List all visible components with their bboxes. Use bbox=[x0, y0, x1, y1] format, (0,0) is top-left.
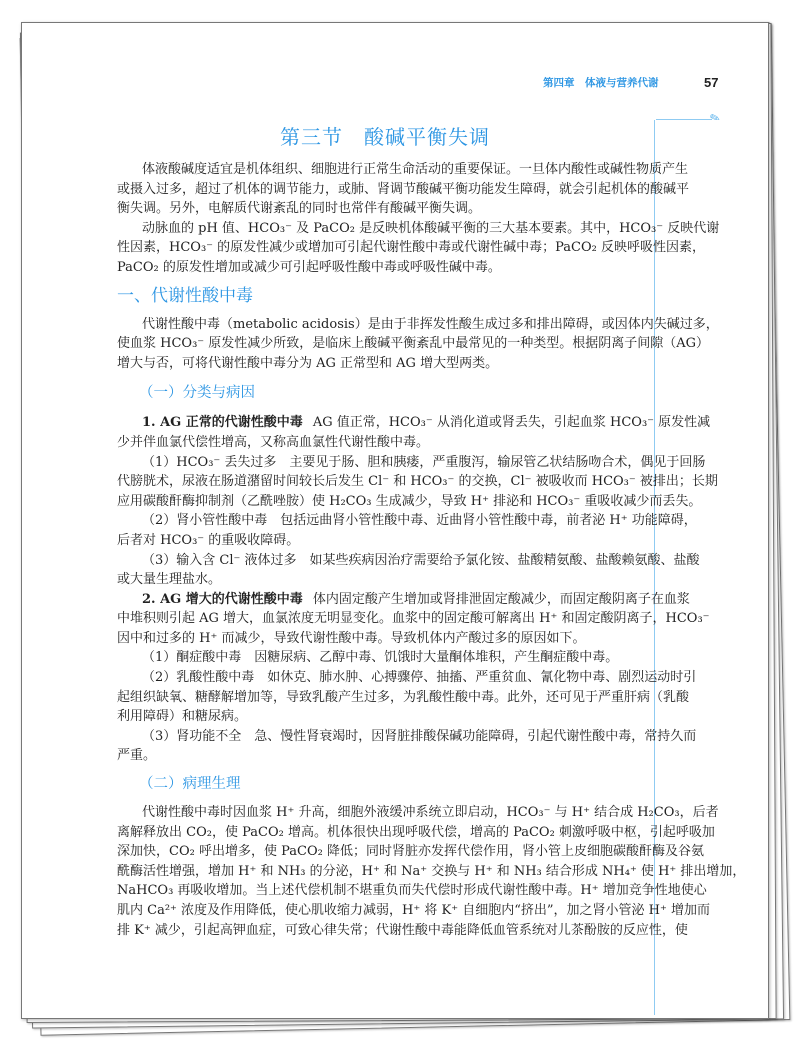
text-line: 代谢性酸中毒时因血浆 H⁺ 升高，细胞外液缓冲系统立即启动，HCO₃⁻ 与 H⁺ 结合成 H₂CO₃，后者 bbox=[142, 805, 719, 821]
text-line: 代膀胱术，尿液在肠道潴留时间较长后发生 Cl⁻ 和 HCO₃⁻ 的交换，Cl⁻ 被吸收而 HCO₃⁻ 被排出；长期 bbox=[117, 474, 718, 490]
text-line: 体液酸碱度适宜是机体组织、细胞进行正常生命活动的重要保证。一旦体内酸性或碱性物质产生 bbox=[142, 162, 689, 177]
text-line: NaHCO₃ 再吸收增加。当上述代偿机制不堪重负而失代偿时形成代谢性酸中毒。H⁺ 增加竞争性地使心 bbox=[117, 883, 707, 899]
paragraph-lead: 2. AG 增大的代谢性酸中毒 bbox=[142, 591, 303, 607]
text-line: 离解释放出 CO₂，使 PaCO₂ 增高。机体很快出现呼吸代偿，增高的 PaCO₂ 刺激呼吸中枢，引起呼吸加 bbox=[117, 824, 715, 840]
text-line: 或大量生理盐水。 bbox=[117, 572, 222, 588]
running-header-chapter: 第四章 体液与营养代谢 bbox=[543, 77, 659, 89]
text-line bbox=[117, 590, 690, 610]
text-line: （2）乳酸性酸中毒 如休克、肺水肿、心搏骤停、抽搐、严重贫血、氰化物中毒、剧烈运动时引 bbox=[142, 670, 697, 686]
paragraph bbox=[117, 727, 697, 766]
text-line: 或摄入过多，超过了机体的调节能力，或肺、肾调节酸碱平衡功能发生障碍，就会引起机体的酸碱平 bbox=[117, 181, 690, 197]
paragraph bbox=[117, 219, 720, 278]
text-line: 因中和过多的 H⁺ 而减少，导致代谢性酸中毒。导致机体内产酸过多的原因如下。 bbox=[117, 630, 586, 646]
paragraph bbox=[117, 453, 718, 512]
margin-note-rail-top bbox=[656, 119, 712, 120]
text-line: 中堆积则引起 AG 增大，血氯浓度无明显变化。血浆中的固定酸可解离出 H⁺ 和固定酸阴离子，HCO₃⁻ bbox=[117, 611, 710, 627]
text-line: 深加快，CO₂ 呼出增多，使 PaCO₂ 降低；同时肾脏亦发挥代偿作用，肾小管上皮细胞碳酸酐酶及谷氨 bbox=[117, 844, 704, 860]
text-line: 严重。 bbox=[117, 748, 157, 764]
text-line: 动脉血的 pH 值、HCO₃⁻ 及 PaCO₂ 是反映机体酸碱平衡的三大基本要素。其中，HCO₃⁻ 反映代谢 bbox=[142, 220, 720, 236]
text-line: 起组织缺氧、糖酵解增加等，导致乳酸产生过多，为乳酸性酸中毒。此外，还可见于严重肝病（乳酸 bbox=[117, 689, 690, 705]
text-line bbox=[117, 413, 711, 433]
section-title: 第三节 酸碱平衡失调 bbox=[280, 125, 490, 149]
text-line: （3）肾功能不全 急、慢性肾衰竭时，因肾脏排酸保碱功能障碍，引起代谢性酸中毒，常持久而 bbox=[142, 728, 697, 744]
text-line: 衡失调。另外，电解质代谢紊乱的同时也常伴有酸碱平衡失调。 bbox=[117, 201, 482, 217]
text-line: 使血浆 HCO₃⁻ 原发性减少所致，是临床上酸碱平衡紊乱中最常见的一种类型。根据阴离子间隙（AG） bbox=[117, 336, 710, 352]
text-line: （3）输入含 Cl⁻ 液体过多 如某些疾病因治疗需要给予氯化铵、盐酸精氨酸、盐酸赖氨酸、盐酸 bbox=[142, 552, 700, 568]
paragraph bbox=[117, 648, 647, 668]
paragraph bbox=[117, 160, 690, 219]
paragraph bbox=[117, 413, 711, 452]
paragraph bbox=[117, 803, 746, 940]
text-line: 酰酶活性增强，增加 H⁺ 和 NH₃ 的分泌，H⁺ 和 Na⁺ 交换与 H⁺ 和 NH₃ 结合形成 NH₄⁺ 使 H⁺ 排出增加， bbox=[117, 863, 746, 879]
paragraph bbox=[117, 590, 710, 649]
pencil-icon: ✎ bbox=[707, 109, 723, 127]
text-line-content: 体内固定酸产生增加或肾排泄固定酸减少，而固定酸阴离子在血浆 bbox=[312, 591, 690, 607]
page-number: 57 bbox=[704, 75, 719, 90]
subheading-pathophysiology: （二）病理生理 bbox=[139, 776, 241, 793]
subheading-classification: （一）分类与病因 bbox=[139, 385, 255, 402]
body-text bbox=[117, 160, 746, 940]
text-line: 肌内 Ca²⁺ 浓度及作用降低，使心肌收缩力减弱，H⁺ 将 K⁺ 自细胞内“挤出”，加之肾小管泌 H⁺ 增加而 bbox=[117, 903, 710, 918]
text-line: 性因素，HCO₃⁻ 的原发性减少或增加可引起代谢性酸中毒或代谢性碱中毒；PaCO₂ 反映呼吸性因素， bbox=[117, 240, 706, 256]
text-line: 利用障碍）和糖尿病。 bbox=[117, 709, 248, 725]
paragraph bbox=[117, 668, 697, 727]
text-line: 应用碳酸酐酶抑制剂（乙酰唑胺）使 H₂CO₃ 生成减少，导致 H⁺ 排泌和 HCO₃⁻ 重吸收减少而丢失。 bbox=[117, 493, 702, 509]
heading-metabolic-acidosis: 一、代谢性酸中毒 bbox=[117, 285, 253, 306]
paragraph bbox=[117, 511, 697, 550]
text-line: PaCO₂ 的原发性增加或减少可引起呼吸性酸中毒或呼吸性碱中毒。 bbox=[117, 259, 501, 275]
paragraph bbox=[117, 315, 719, 374]
text-line: 代谢性酸中毒（metabolic acidosis）是由于非挥发性酸生成过多和排出障碍，或因体内失碱过多， bbox=[142, 316, 719, 332]
text-line: 排 K⁺ 减少，引起高钾血症，可致心律失常；代谢性酸中毒能降低血管系统对儿茶酚胺的反应性，使 bbox=[117, 922, 688, 938]
text-line-content: AG 值正常，HCO₃⁻ 从消化道或肾丢失，引起血浆 HCO₃⁻ 原发性减 bbox=[312, 415, 711, 431]
text-line: 增大与否，可将代谢性酸中毒分为 AG 正常型和 AG 增大型两类。 bbox=[117, 355, 499, 371]
paragraph-lead: 1. AG 正常的代谢性酸中毒 bbox=[142, 415, 303, 431]
text-line: 少并伴血氯代偿性增高，又称高血氯性代谢性酸中毒。 bbox=[117, 434, 430, 450]
paragraph bbox=[117, 551, 700, 590]
text-line: （1）酮症酸中毒 因糖尿病、乙醇中毒、饥饿时大量酮体堆积，产生酮症酸中毒。 bbox=[142, 650, 619, 666]
text-line: （1）HCO₃⁻ 丢失过多 主要见于肠、胆和胰瘘，严重腹泻，输尿管乙状结肠吻合术，偶见于回肠 bbox=[142, 454, 706, 470]
text-line: 后者对 HCO₃⁻ 的重吸收障碍。 bbox=[117, 532, 300, 548]
text-line: （2）肾小管性酸中毒 包括远曲肾小管性酸中毒、近曲肾小管性酸中毒，前者泌 H⁺ 功能障碍， bbox=[142, 513, 697, 529]
